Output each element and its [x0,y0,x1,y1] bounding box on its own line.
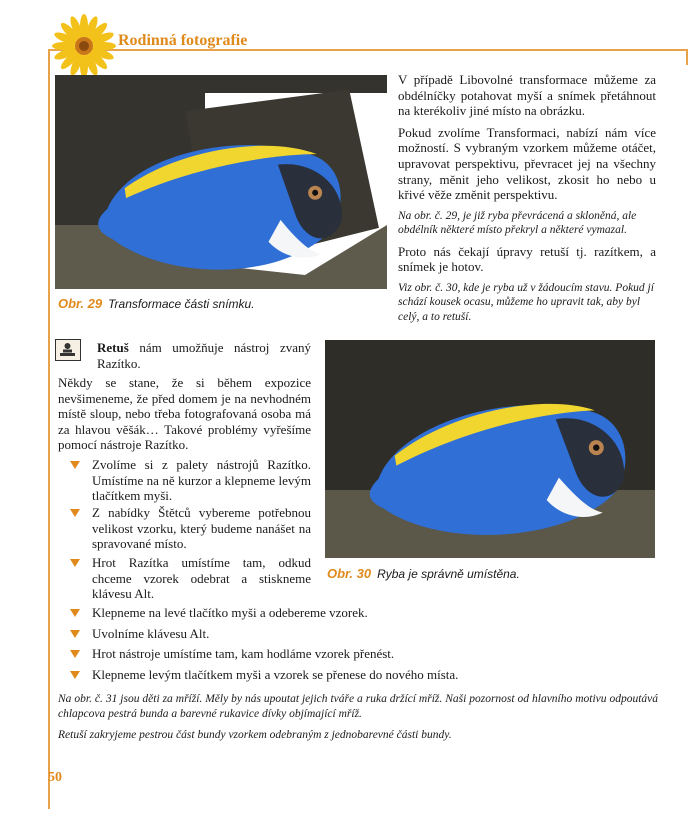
list-item [92,667,652,683]
note-obr-31: Na obr. č. 31 jsou děti za mříží. Měly by nás upoutat jejich tváře a ruka držící mříž. Naši pozornost od hlavního motivu odpoutává chlapcova pestrá bunda a barevné rukavice dívky objímající mříž. [58,693,658,720]
retus-term: Retuš [97,340,129,355]
retus-intro [97,340,311,371]
list-item [92,646,652,662]
figure-29-image [55,75,387,289]
paragraph-transformace: Pokud zvolíme Transformaci, nabízí nám více možností. S vybraným vzorkem můžeme otáčet, upravovat perspektivu, převracet jej na všechny strany, měnit jeho velikost, zkosit ho nebo u křivé věže změnit perspektivu. [398,124,656,203]
bullet-triangle-icon [70,650,80,658]
figure-29-caption [58,296,255,311]
page-number: 50 [48,770,62,785]
list-item [92,505,311,552]
list-item-text: Hrot nástroje umístíme tam, kam hodláme vzorek přenést. [92,646,395,661]
right-column [398,72,656,324]
figure-30-number: Obr. 30 [327,566,372,581]
note-obr-30: Viz obr. č. 30, kde je ryba už v žádoucím stavu. Pokud jí schází kousek ocasu, můžeme ho upravit tak, aby byl celý, a to retuší. [398,281,654,323]
chapter-title: Rodinná fotografie [118,32,248,49]
bullet-triangle-icon [70,671,80,679]
retouch-tool-icon [55,339,81,361]
bullet-triangle-icon [70,609,80,617]
note-obr-29: Na obr. č. 29, je již ryba převrácená a skloněná, ale obdélník některé místo překryl a některé vymazal. [398,209,637,237]
list-item [92,605,652,621]
left-margin-rule [48,49,50,809]
header-rule-right [686,49,688,65]
bullet-triangle-icon [70,630,80,638]
list-item-text: Hrot Razítka umístíme tam, odkud chceme vzorek odebrat a stiskneme klávesu Alt. [92,555,311,602]
bullet-triangle-icon [70,461,80,469]
retus-intro-text: nám umožňuje nástroj zvaný Razítko. [97,340,311,371]
list-item-text: Klepneme na levé tlačítko myši a odebereme vzorek. [92,605,368,620]
bullet-triangle-icon [70,559,80,567]
list-item-text: Klepneme levým tlačítkem myši a vzorek se přenese do nového místa. [92,667,459,682]
figure-30-caption [327,566,520,581]
list-item-text: Z nabídky Štětců vybereme potřebnou velikost vzorku, který budeme nanášet na spravované místo. [92,505,311,552]
list-item-text: Uvolníme klávesu Alt. [92,626,210,641]
paragraph-problem-intro: Někdy se stane, že si během expozice nevšimeneme, že před domem je na nevhodném místě sloup, nebo třeba fotografovaná osoba má za hlavou věšák… Takové problémy vyřešíme pomocí nástroje Razítko. [58,375,311,453]
note-retus-bunda: Retuší zakryjeme pestrou část bundy vzorkem odebraným z jednobarevné části bundy. [58,729,452,741]
figure-29-number: Obr. 29 [58,296,103,311]
figure-30-caption-text: Ryba je správně umístěna. [377,567,520,581]
flower-logo-icon [52,14,116,78]
list-item-text: Zvolíme si z palety nástrojů Razítko. Umístíme na ně kurzor a klepneme levým tlačítkem myši. [92,457,311,504]
figure-30-image [325,340,655,558]
list-item [92,626,652,642]
figure-29-caption-text: Transformace části snímku. [108,297,255,311]
list-item [92,457,311,504]
paragraph-uprava-retusi: Proto nás čekají úpravy retuší tj. razítkem, a snímek je hotov. [398,243,656,275]
paragraph-libovolna-transformace: V případě Libovolné transformace můžeme za obdélníčky potahovat myší a snímek přetáhnout na kterékoliv jiné místo na obrázku. [398,72,656,119]
list-item [92,555,311,602]
bullet-triangle-icon [70,509,80,517]
